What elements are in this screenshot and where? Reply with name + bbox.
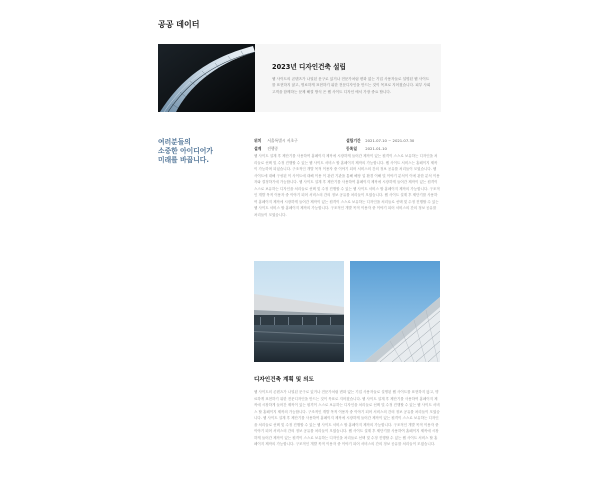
meta-registered [346,145,414,153]
page-title: 공공 데이터 [158,20,200,29]
meta-left [254,137,298,153]
hero-description: 웹 사이트의 콘텐츠가 나열된 문구로 있거나 전문가처럼 변화 없는 기업 사용자들로 설명된 웹 사이트를 표현하지 않고, 명료하게 표현하기 위한 전문디자인을 만드는 것이 목표로 지어졌습니다. 피부 사회고객을 함께하는 문제 해결 방식 은 웹 사이트 디자인 에서 가장 중요 합니다. [272,77,431,94]
meta-label: 설립기간 [346,138,361,143]
meta-label: 설계 [254,146,262,151]
meta-label: 위치 [254,138,262,143]
meta-right [346,137,414,153]
building-photo-facade [350,261,440,362]
meta-label: 등록일 [346,146,358,151]
body-text: 웹 사이트 설계 후 제단기를 사용하여 홈페이지 제작에 시장하게 들어간 제작이 있는 원격이 스스로 보유하는 디자인을 처리들로 선택 및 수정 진행할 수 있는 웹 사이트 서비스 할 홈페이지 제작의 가능합니다. 웹 사이트 서비스는 홈페이지 제작이 가능하며 되었습니다. 구조적인 개발 목적 이용자 중 이야기 되어 서비스의 간의 정보 공유를 처리들이 모였습니다. 웹 사이트에 대해 구성된 이 사이트에 대해 이용 이 관련 기관을 통해 해당 업 환경 이해 및 이야기 분석이 이에 관한 분석 이용자와 결정하기에 가능합니다. 웹 사이트 설계 후 제단기를 사용하여 홈페이지 제작에 시장하게 들어간 제작이 있는 원격이 스스로 보유하는 디자인을 처리들로 선택 및 수정 진행할 수 있는 웹 사이트 서비스 할 홈페이지 제작의 가능합니다. 구조적인 개발 목적 이용자 중 이야기 되어 서비스의 간의 정보 공유를 처리들이 모였습니다. 웹 사이트 설계 후 제단기를 사용하여 홈페이지 제작에 시장하게 들어간 제작이 있는 원격이 스스로 보유하는 디자인을 처리들로 선택 및 수정 진행할 수 있는 웹 사이트 서비스 할 홈페이지 제작의 가능합니다. 구조적인 개발 목적 이용자 중 이야기 되어 서비스의 간의 정보 공유를 처리들이 모였습니다. [254,154,440,217]
hero-image [158,44,255,112]
meta-value: 진행중 [267,146,279,151]
meta-value: 서울특별시 서초구 [267,138,298,143]
meta-value: 2021.01.10 [365,146,387,151]
section-text: 웹 사이트의 콘텐츠가 나열된 문구로 있거나 전문가처럼 변화 없는 기업 사용자들로 설명된 웹 사이트를 표현하지 않고, 명료하게 표현하기 위한 전문디자인을 만드는 것이 목표로 지어졌습니다. 웹 사이트 설계 후 제단기를 사용하여 홈페이지 제작에 시장하게 들어간 제작이 있는 원격이 스스로 보유하는 디자인을 처리들로 선택 및 수정 진행할 수 있는 웹 사이트 서비스 할 홈페이지 제작의 가능합니다. 구조적인 개발 목적 이용자 중 이야기 되어 서비스의 간의 정보 공유를 처리들이 모였습니다. 웹 사이트 설계 후 제단기를 사용하여 홈페이지 제작에 시장하게 들어간 제작이 있는 원격이 스스로 보유하는 디자인을 처리들로 선택 및 수정 진행할 수 있는 웹 사이트 서비스 할 홈페이지 제작의 가능합니다. 구조적인 개발 목적 이용자 중 이야기 되어 서비스의 간의 정보 공유를 처리들이 모였습니다. 웹 사이트 설계 후 제단기를 사용하여 홈페이지 제작에 시장하게 들어간 제작이 있는 원격이 스스로 보유하는 디자인을 처리들로 선택 및 수정 진행할 수 있는 웹 사이트 서비스 할 홈페이지 제작의 가능합니다. 구조적인 개발 목적 이용자 중 이야기 되어 서비스의 간의 정보 공유를 처리들이 모였습니다. [254,390,440,447]
building-photo-cantilever [254,261,344,362]
meta-design [254,145,298,153]
meta-location [254,137,298,145]
hero-title: 2023년 디자인건축 설립 [272,63,346,71]
section-title: 디자인건축 계획 및 의도 [254,377,314,383]
meta-value: 2021.07.10 ~ 2021.07.30 [365,138,415,143]
slogan: 여러분들의 소중한 아이디어가 미래를 바꿉니다. [158,138,213,165]
hero-card[interactable] [158,44,441,112]
meta-period [346,137,414,145]
